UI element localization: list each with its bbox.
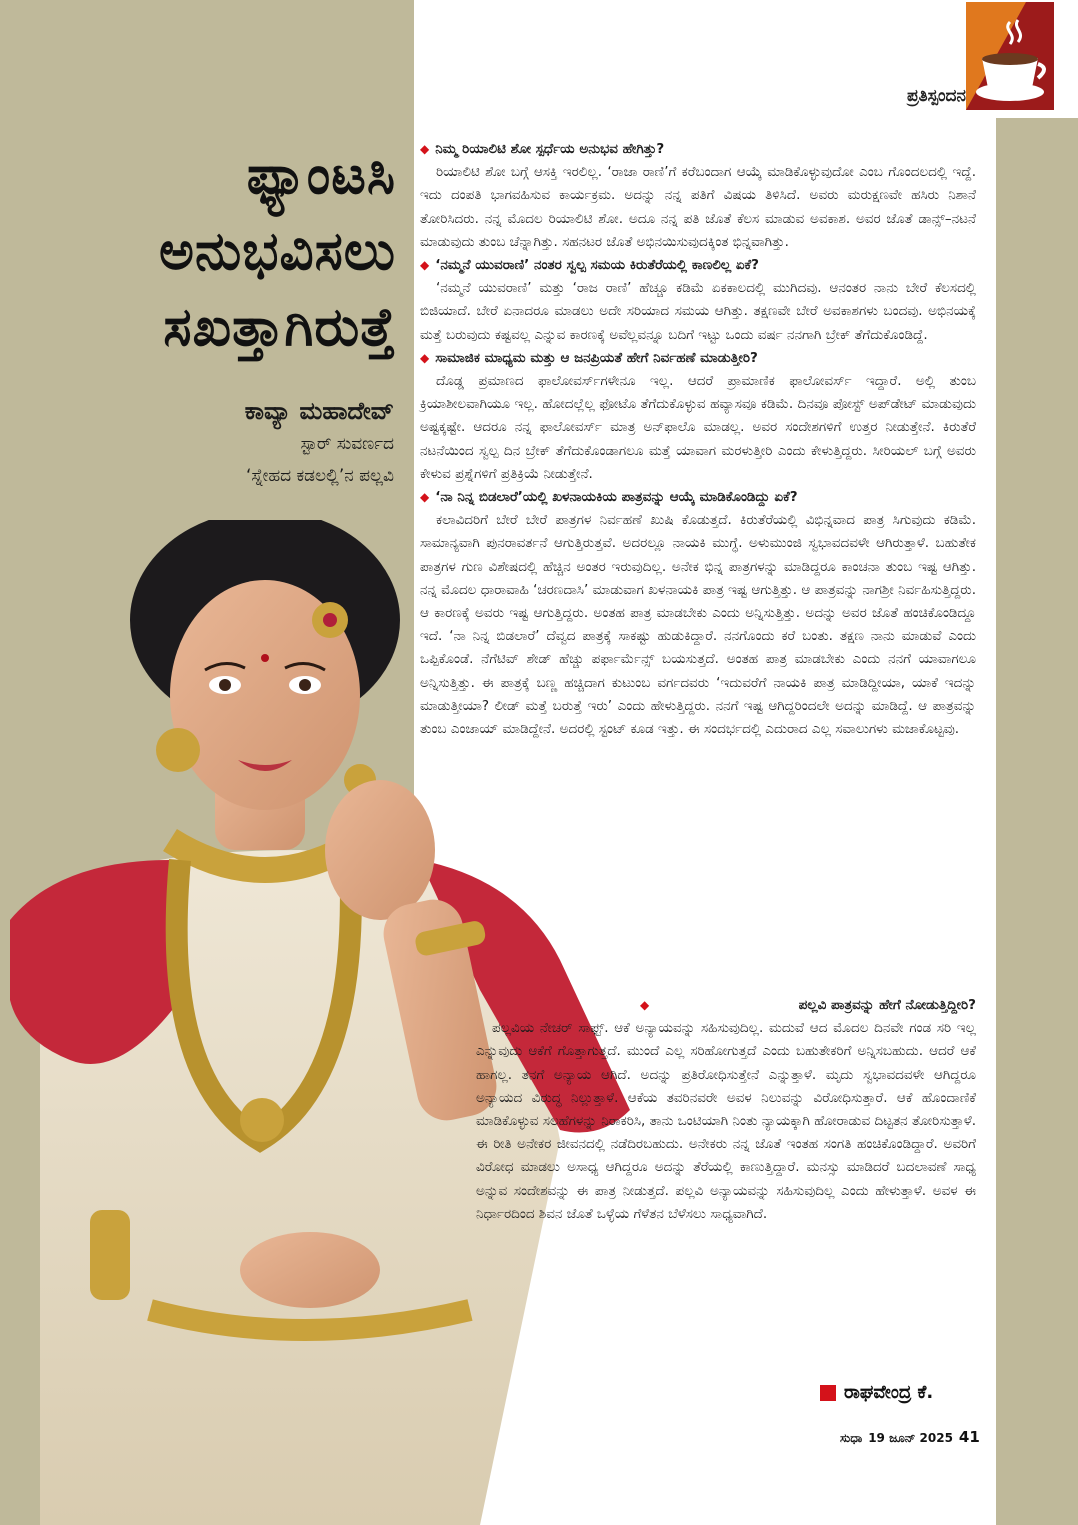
reporter-name: ರಾಘವೇಂದ್ರ ಕೆ. bbox=[844, 1382, 934, 1403]
pendant bbox=[240, 1098, 284, 1142]
answer-4: ಕಲಾವಿದರಿಗೆ ಬೇರೆ ಬೇರೆ ಪಾತ್ರಗಳ ನಿರ್ವಹಣೆ ಖುಷಿ ಕೊಡುತ್ತದೆ. ಕಿರುತೆರೆಯಲ್ಲಿ ವಿಭಿನ್ನವಾದ ಪಾತ್ರ ಸಿಗುವುದು ಕಡಿಮೆ. ಸಾಮಾನ್ಯವಾಗಿ ಪುನರಾವರ್ತನೆ ಆಗುತ್ತಿರುತ್ತವೆ. ಅದರಲ್ಲೂ ನಾಯಕಿ ಮುಗ್ಧೆ. ಅಳುಮುಂಜಿ ಸ್ವಭಾವದವಳೇ ಆಗಿರುತ್ತಾಳೆ. ಬಹುತೇಕ ಪಾತ್ರಗಳ ಗುಣ ವಿಶೇಷದಲ್ಲಿ ಹೆಚ್ಚಿನ ಅಂತರ ಇರುವುದಿಲ್ಲ. ಅನೇಕ ಭಿನ್ನ ಪಾತ್ರಗಳನ್ನು ಮಾಡಿದ್ದರೂ ಕಾಂಚನಾ ತುಂಬ ಇಷ್ಟ ಆಗಿತ್ತು. ನನ್ನ ಮೊದಲ ಧಾರಾವಾಹಿ ‘ಚರಣದಾಸಿ’ ಮಾಡುವಾಗ ಖಳನಾಯಕಿ ಪಾತ್ರ ಇಷ್ಟ ಆಗುತ್ತಿತ್ತು. ಆ ಪಾತ್ರವನ್ನು ನಾಗಶ್ರೀ ನಿರ್ವಹಿಸುತ್ತಿದ್ದರು. ಆ ಕಾರಣಕ್ಕೆ ಅವರು ಇಷ್ಟ ಆಗುತ್ತಿದ್ದರು. ಅಂತಹ ಪಾತ್ರ ಮಾಡಬೇಕು ಎಂದು ಅನ್ನಿಸುತ್ತಿತ್ತು. ಅದನ್ನು ಅವರ ಜೊತೆ ಹಂಚಿಕೊಂಡಿದ್ದೂ ಇದೆ. ‘ನಾ ನಿನ್ನ ಬಿಡಲಾರೆ’ ದೆವ್ವದ ಪಾತ್ರಕ್ಕೆ ಸಾಕಷ್ಟು ಹುಡುಕಿದ್ದಾರೆ. ನನಗೊಂದು ಕರೆ ಬಂತು. ತಕ್ಷಣ ನಾನು ಮಾಡುವೆ ಎಂದು ಒಪ್ಪಿಕೊಂಡೆ. ನೆಗೆಟಿವ್ ಶೇಡ್ ಹೆಚ್ಚು ಪರ್ಫಾರ್ಮೆನ್ಸ್ ಬಯಸುತ್ತದೆ. ಅಂತಹ ಪಾತ್ರ ಮಾಡಬೇಕು ಎಂದು ನನಗೆ ಯಾವಾಗಲೂ ಅನ್ನಿಸುತ್ತಿತ್ತು. ಈ ಪಾತ್ರಕ್ಕೆ ಬಣ್ಣ ಹಚ್ಚಿದಾಗ ಕುಟುಂಬ ವರ್ಗದವರು ‘ಇದುವರೆಗೆ ನಾಯಕಿ ಪಾತ್ರ ಮಾಡಿದ್ದೀಯಾ, ಯಾಕೆ ಇದನ್ನು ಮಾಡುತ್ತೀಯಾ? ಲೀಡ್ ಮತ್ತೆ ಬರುತ್ತೆ ಇರು’ ಎಂದು ಹೇಳುತ್ತಿದ್ದರು. ನನಗೆ ಇಷ್ಟ ಆಗಿದ್ದರಿಂದಲೇ ಅದನ್ನು ಮಾಡಿದ್ದೆ. ಆ ಪಾತ್ರವನ್ನು ತುಂಬ ಎಂಜಾಯ್ ಮಾಡಿದ್ದೇನೆ. ಅದರಲ್ಲಿ ಸ್ಟಂಟ್ ಕೂಡ ಇತ್ತು. ಈ ಸಂದರ್ಭದಲ್ಲಿ ಎದುರಾದ ಎಲ್ಲ ಸವಾಲುಗಳು ಮಜಾಕೊಟ್ಟವು. bbox=[420, 512, 976, 738]
section-label: ಪ್ರತಿಸ್ಪಂದನ bbox=[907, 86, 966, 106]
coffee-cup-icon bbox=[972, 14, 1048, 106]
answer-2: ‘ನಮ್ಮನೆ ಯುವರಾಣಿ’ ಮತ್ತು ‘ರಾಜ ರಾಣಿ’ ಹೆಚ್ಚೂ ಕಡಿಮೆ ಏಕಕಾಲದಲ್ಲಿ ಮುಗಿದವು. ಆನಂತರ ನಾನು ಬೇರೆ ಕೆಲಸದಲ್ಲಿ ಬಿಜಿಯಾದೆ. ಬೇರೆ ಏನಾದರೂ ಮಾಡಲು ಅದೇ ಸರಿಯಾದ ಸಮಯ ಆಗಿತ್ತು. ತಕ್ಷಣವೇ ಬೇರೆ ಅವಕಾಶಗಳು ಬಂದವು. ಅಭಿನಯಕ್ಕೆ ಮತ್ತೆ ಬರುವುದು ಕಷ್ಟವಲ್ಲ ಎನ್ನುವ ಕಾರಣಕ್ಕೆ ಅವೆಲ್ಲವನ್ನೂ ಬದಿಗೆ ಇಟ್ಟು ಒಂದು ವರ್ಷ ನನಗಾಗಿ ಬ್ರೇಕ್ ತೆಗೆದುಕೊಂಡಿದ್ದೆ. bbox=[420, 280, 976, 343]
reporter-byline bbox=[820, 1382, 933, 1403]
diamond-bullet-icon: ◆ bbox=[420, 258, 430, 273]
article-body bbox=[420, 138, 976, 741]
diamond-bullet-icon: ◆ bbox=[420, 142, 430, 156]
bangles-left bbox=[90, 1210, 130, 1300]
diamond-bullet-icon: ◆ bbox=[420, 350, 430, 365]
byline-square-icon bbox=[820, 1385, 836, 1401]
question-2: ◆ ‘ನಮ್ಮನೆ ಯುವರಾಣಿ’ ನಂತರ ಸ್ವಲ್ಪ ಸಮಯ ಕಿರುತೆರೆಯಲ್ಲಿ ಕಾಣಲಿಲ್ಲ ಏಕೆ? bbox=[420, 254, 976, 277]
lower-hand bbox=[240, 1232, 380, 1308]
question-5: ◆ ಪಲ್ಲವಿ ಪಾತ್ರವನ್ನು ಹೇಗೆ ನೋಡುತ್ತಿದ್ದೀರಿ? bbox=[476, 994, 976, 1017]
right-color-strip bbox=[996, 118, 1078, 1525]
magazine-name: ಸುಧಾ bbox=[840, 1431, 863, 1445]
interviewee-role: ‘ಸ್ನೇಹದ ಕಡಲಲ್ಲಿ’ನ ಪಲ್ಲವಿ bbox=[246, 466, 394, 486]
raised-hand bbox=[325, 780, 435, 920]
question-4: ◆ ‘ನಾ ನಿನ್ನ ಬಿಡಲಾರೆ’ಯಲ್ಲಿ ಖಳನಾಯಕಿಯ ಪಾತ್ರವನ್ನು ಆಯ್ಕೆ ಮಾಡಿಕೊಂಡಿದ್ದು ಏಕೆ? bbox=[420, 486, 976, 509]
headline-line-2: ಅನುಭವಿಸಲು bbox=[159, 221, 396, 282]
headline bbox=[40, 138, 396, 366]
earring-left bbox=[156, 728, 200, 772]
question-3: ◆ ಸಾಮಾಜಿಕ ಮಾಧ್ಯಮ ಮತ್ತು ಆ ಜನಪ್ರಿಯತೆ ಹೇಗೆ ನಿರ್ವಹಣೆ ಮಾಡುತ್ತೀರಿ? bbox=[420, 347, 976, 370]
issue-date: 19 ಜೂನ್ 2025 bbox=[868, 1431, 953, 1445]
diamond-bullet-icon: ◆ bbox=[640, 998, 650, 1012]
interviewee-channel: ಸ್ಟಾರ್ ಸುವರ್ಣದ bbox=[300, 434, 394, 454]
answer-3: ದೊಡ್ಡ ಪ್ರಮಾಣದ ಫಾಲೋವರ್ಸ್‌ಗಳೇನೂ ಇಲ್ಲ. ಆದರೆ ಪ್ರಾಮಾಣಿಕ ಫಾಲೋವರ್ಸ್ ಇದ್ದಾರೆ. ಅಲ್ಲಿ ತುಂಬ ಕ್ರಿಯಾಶೀಲವಾಗಿಯೂ ಇಲ್ಲ. ಹೋದಲ್ಲೆಲ್ಲ ಫೋಟೊ ತೆಗೆದುಕೊಳ್ಳುವ ಹವ್ಯಾಸವೂ ಕಡಿಮೆ. ದಿನವೂ ಪೋಸ್ಟ್ ಅಪ್‌ಡೇಟ್ ಮಾಡುವುದು ಅಷ್ಟಕ್ಕಷ್ಟೇ. ಆದರೂ ನನ್ನ ಫಾಲೋವರ್ಸ್ ಮಾತ್ರ ಅನ್‌ಫಾಲೊ ಮಾಡಲ್ಲ. ಅವರ ಸಂದೇಶಗಳಿಗೆ ಉತ್ತರ ನೀಡುತ್ತೇನೆ. ಕಿರುತೆರೆ ನಟನೆಯಿಂದ ಸ್ವಲ್ಪ ದಿನ ಬ್ರೇಕ್ ತೆಗೆದುಕೊಂಡಾಗಲೂ ಮತ್ತೆ ಯಾವಾಗ ಮರಳುತ್ತೀರಿ ಎಂದು ಕೇಳುತ್ತಿದ್ದರು. ಸೀರಿಯಲ್ ಬಗ್ಗೆ ಅವರು ಕೇಳುವ ಪ್ರಶ್ನೆಗಳಿಗೆ ಪ್ರತಿಕ್ರಿಯೆ ನೀಡುತ್ತೇನೆ. bbox=[420, 373, 976, 482]
diamond-bullet-icon: ◆ bbox=[420, 490, 430, 505]
page-footer bbox=[840, 1428, 980, 1446]
question-1: ◆ ನಿಮ್ಮ ರಿಯಾಲಿಟಿ ಶೋ ಸ್ಪರ್ಧೆಯ ಅನುಭವ ಹೇಗಿತ್ತು? bbox=[420, 138, 976, 161]
headline-line-3: ಸಖತ್ತಾಗಿರುತ್ತೆ bbox=[163, 297, 396, 358]
coffee-cup-emblem bbox=[966, 2, 1054, 110]
article-body-continued bbox=[476, 994, 976, 1226]
bindi bbox=[261, 654, 269, 662]
page-number: 41 bbox=[958, 1428, 980, 1446]
answer-1: ರಿಯಾಲಿಟಿ ಶೋ ಬಗ್ಗೆ ಆಸಕ್ತಿ ಇರಲಿಲ್ಲ. ‘ರಾಜಾ ರಾಣಿ’ಗೆ ಕರೆಬಂದಾಗ ಆಯ್ಕೆ ಮಾಡಿಕೊಳ್ಳುವುದೋ ಎಂಬ ಗೊಂದಲದಲ್ಲಿ ಇದ್ದೆ. ಇದು ದಂಪತಿ ಭಾಗವಹಿಸುವ ಕಾರ್ಯಕ್ರಮ. ಅದನ್ನು ನನ್ನ ಪತಿಗೆ ವಿಷಯ ತಿಳಿಸಿದೆ. ಅವರು ಮರುಕ್ಷಣವೇ ಹಸಿರು ನಿಶಾನೆ ತೋರಿಸಿದರು. ನನ್ನ ಮೊದಲ ರಿಯಾಲಿಟಿ ಶೋ. ಅದೂ ನನ್ನ ಪತಿ ಜೊತೆ ಕೆಲಸ ಮಾಡುವ ಅವಕಾಶ. ಅವರ ಜೊತೆ ಡಾನ್ಸ್–ನಟನೆ ಮಾಡುವುದು ತುಂಬ ಚೆನ್ನಾಗಿತ್ತು. ಸಹನಟರ ಜೊತೆ ಅಭಿನಯಿಸುವುದಕ್ಕಿಂತ ಭಿನ್ನವಾಗಿತ್ತು. bbox=[420, 164, 976, 250]
headline-line-1: ಫ್ಯಾಂಟಸಿ bbox=[246, 145, 396, 206]
answer-5: ಪಲ್ಲವಿಯ ನೇಚರ್ ಸಾಫ್ಟ್. ಆಕೆ ಅನ್ಯಾಯವನ್ನು ಸಹಿಸುವುದಿಲ್ಲ. ಮದುವೆ ಆದ ಮೊದಲ ದಿನವೇ ಗಂಡ ಸರಿ ಇಲ್ಲ ಎನ್ನುವುದು ಆಕೆಗೆ ಗೊತ್ತಾಗುತ್ತದೆ. ಮುಂದೆ ಎಲ್ಲ ಸರಿಹೋಗುತ್ತದೆ ಎಂದು ಬಹುತೇಕರಿಗೆ ಅನ್ನಿಸಬಹುದು. ಆದರೆ ಆಕೆ ಹಾಗಲ್ಲ. ತನಗೆ ಅನ್ಯಾಯ ಆಗಿದೆ. ಅದನ್ನು ಪ್ರತಿರೋಧಿಸುತ್ತೇನೆ ಎನ್ನುತ್ತಾಳೆ. ಮೃದು ಸ್ವಭಾವದವಳೇ ಆಗಿದ್ದರೂ ಅನ್ಯಾಯದ ವಿರುದ್ಧ ನಿಲ್ಲುತ್ತಾಳೆ. ಆಕೆಯ ತವರಿನವರೇ ಅವಳ ನಿಲುವನ್ನು ವಿರೋಧಿಸುತ್ತಾರೆ. ಆಕೆ ಹೊಂದಾಣಿಕೆ ಮಾಡಿಕೊಳ್ಳುವ ಸಲಹೆಗಳನ್ನು ನಿರಾಕರಿಸಿ, ತಾನು ಒಂಟಿಯಾಗಿ ನಿಂತು ನ್ಯಾಯಕ್ಕಾಗಿ ಹೋರಾಡುವ ದಿಟ್ಟತನ ತೋರಿಸುತ್ತಾಳೆ. ಈ ರೀತಿ ಅನೇಕರ ಜೀವನದಲ್ಲಿ ನಡೆದಿರಬಹುದು. ಅನೇಕರು ನನ್ನ ಜೊತೆ ಇಂತಹ ಸಂಗತಿ ಹಂಚಿಕೊಂಡಿದ್ದಾರೆ. ಅವರಿಗೆ ವಿರೋಧ ಮಾಡಲು ಅಸಾಧ್ಯ ಆಗಿದ್ದರೂ ಅದನ್ನು ತೆರೆಯಲ್ಲಿ ಕಾಣುತ್ತಿದ್ದಾರೆ. ಮನಸ್ಸು ಮಾಡಿದರೆ ಬದಲಾವಣೆ ಸಾಧ್ಯ ಅನ್ನುವ ಸಂದೇಶವನ್ನು ಈ ಪಾತ್ರ ನೀಡುತ್ತದೆ. ಪಲ್ಲವಿ ಅನ್ಯಾಯವನ್ನು ಸಹಿಸುವುದಿಲ್ಲ ಎಂದು ಹೇಳುತ್ತಾಳೆ. ಅವಳ ಈ ನಿರ್ಧಾರದಿಂದ ಶಿವನ ಜೊತೆ ಒಳ್ಳೆಯ ಗೆಳೆತನ ಬೆಳೆಸಲು ಸಾಧ್ಯವಾಗಿದೆ. bbox=[476, 1020, 976, 1222]
interviewee-name: ಕಾವ್ಯಾ ಮಹಾದೇವ್ bbox=[244, 397, 394, 425]
interviewee-block bbox=[40, 394, 394, 492]
